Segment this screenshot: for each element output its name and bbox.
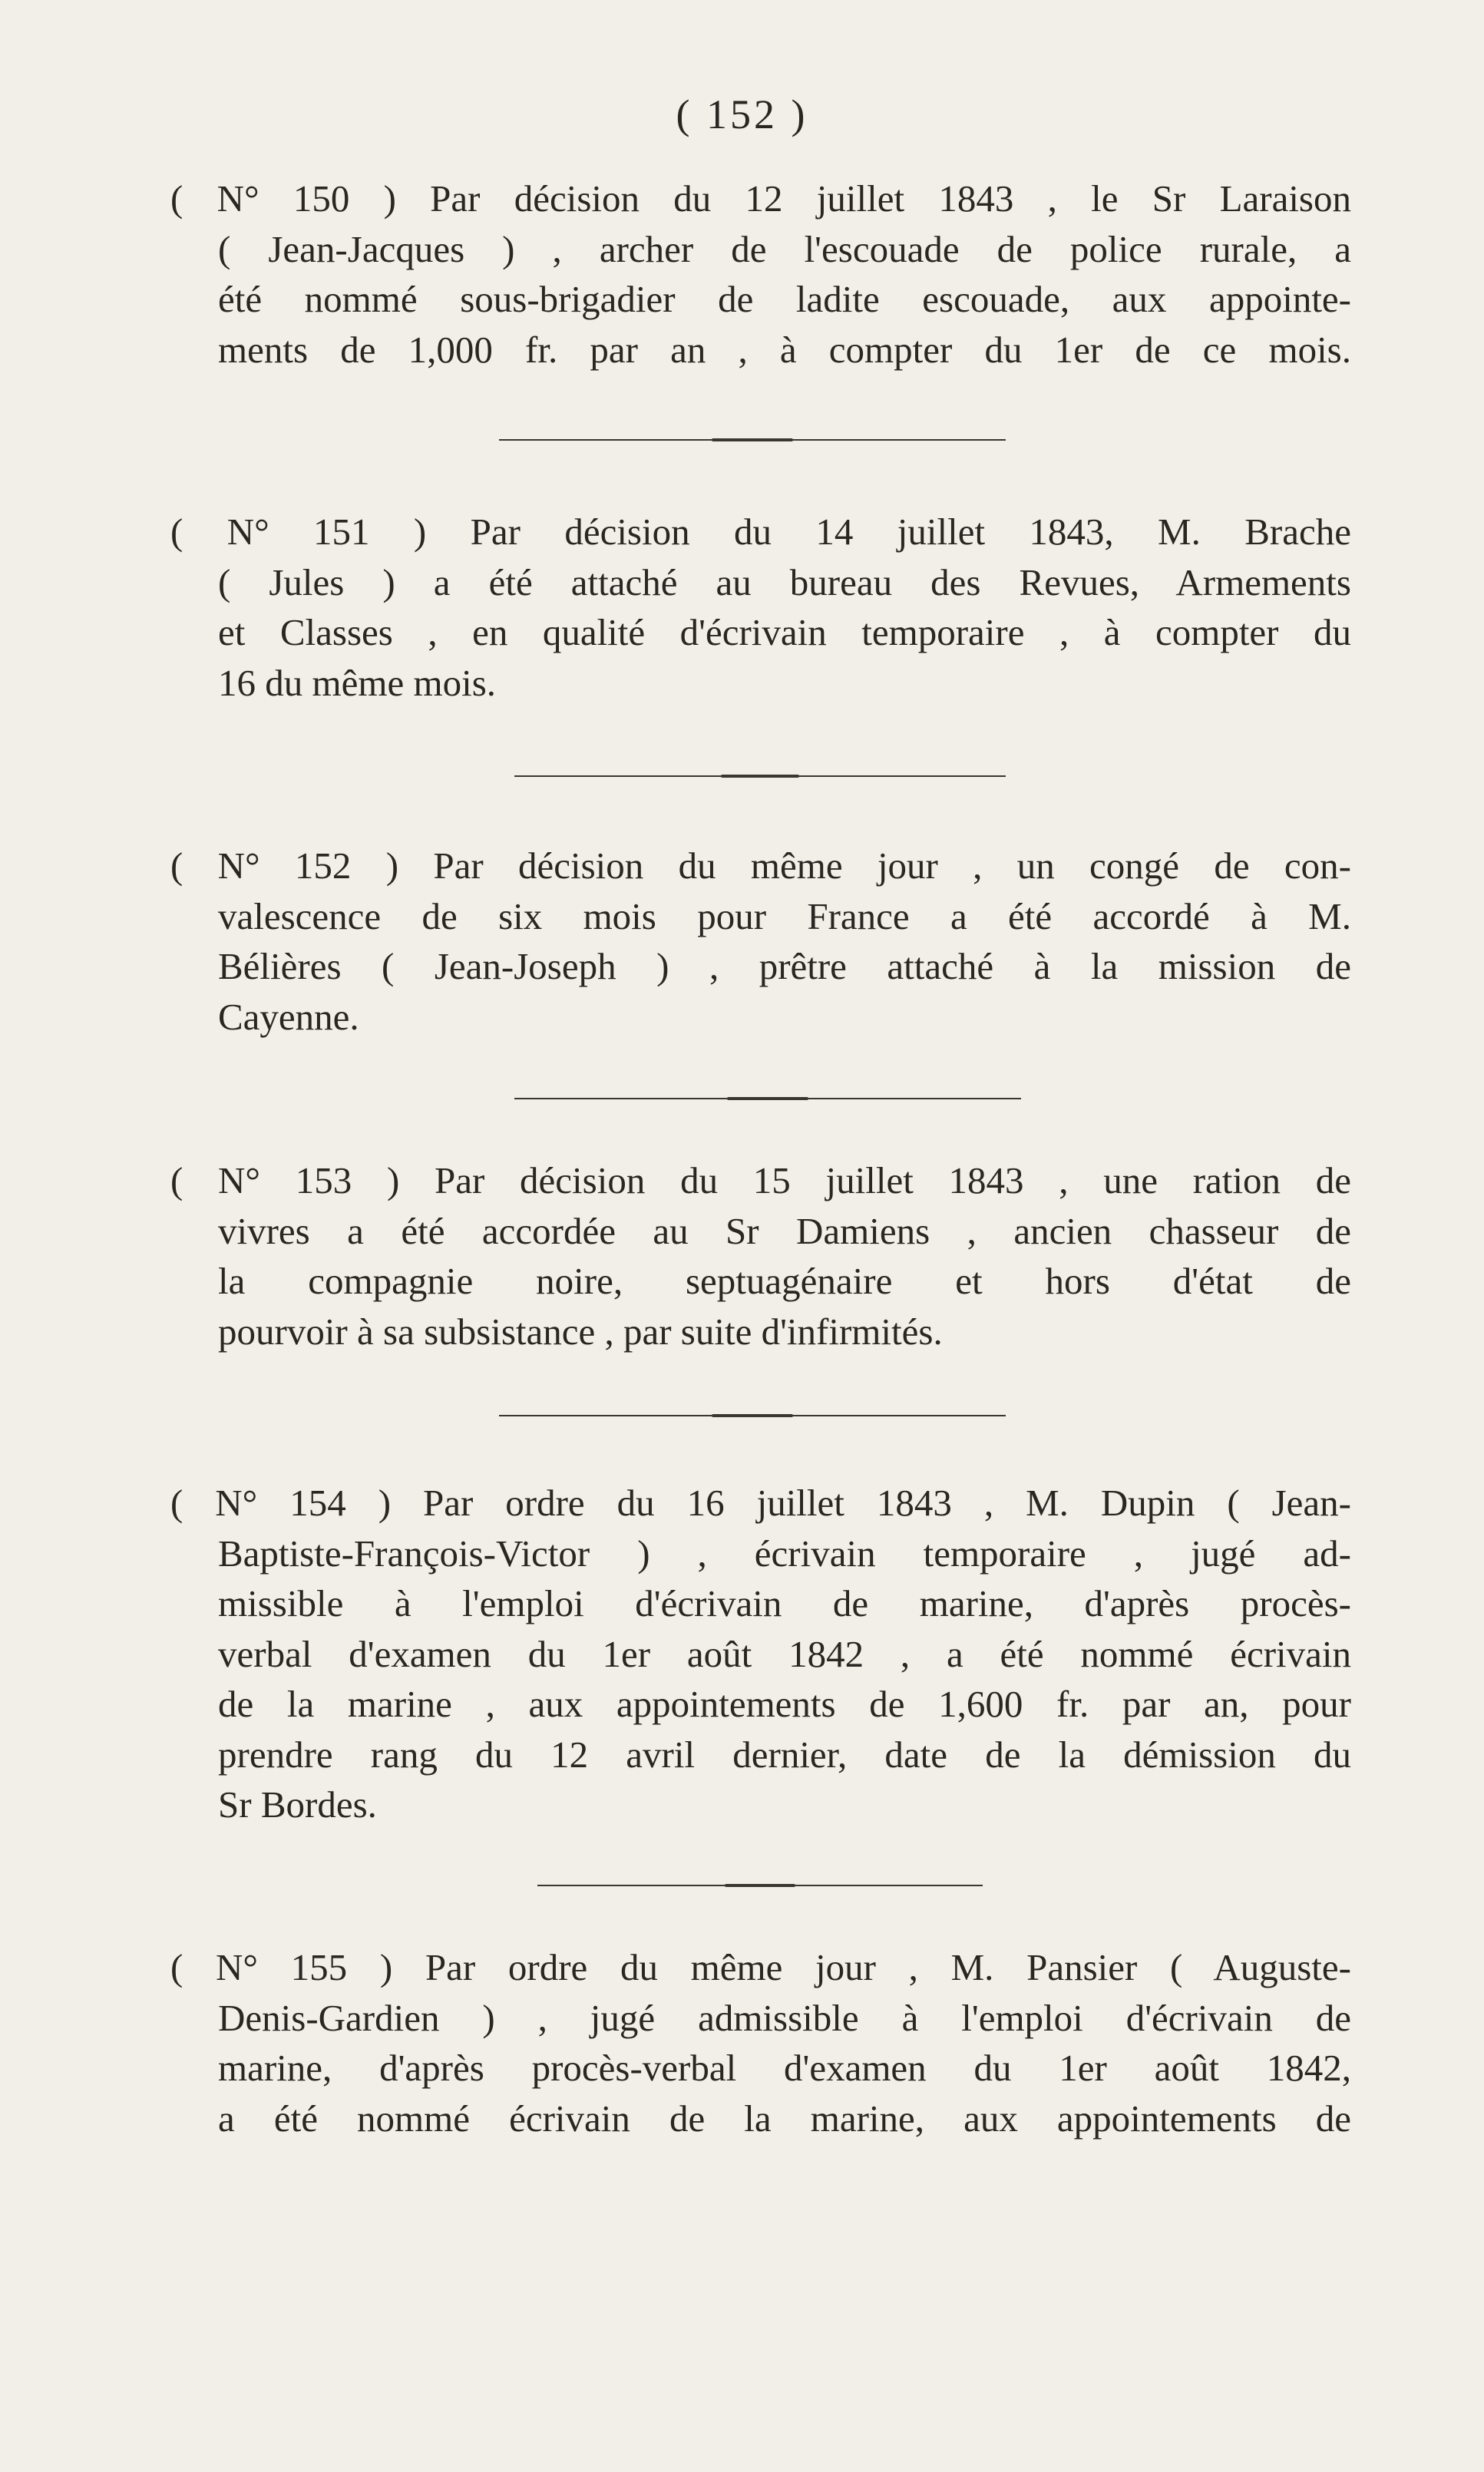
entry-155-line-4: a été nommé écrivain de la marine, aux appointements de bbox=[218, 2097, 1351, 2140]
entry-154-line-6: prendre rang du 12 avril dernier, date de la démission du bbox=[218, 1733, 1351, 1776]
entry-155-line-3: marine, d'après procès-verbal d'examen du 1er août 1842, bbox=[218, 2047, 1351, 2089]
separator-rule bbox=[499, 439, 1006, 441]
entry-155-line-1: ( N° 155 ) Par ordre du même jour , M. Pansier ( Auguste- bbox=[170, 1946, 1351, 1988]
entry-154-line-2: Baptiste-François-Victor ) , écrivain temporaire , jugé ad- bbox=[218, 1532, 1351, 1575]
entry-150-line-3: été nommé sous-brigadier de ladite escouade, aux appointe- bbox=[218, 278, 1351, 320]
entry-152 bbox=[170, 841, 1351, 1042]
entry-154-line-3: missible à l'emploi d'écrivain de marine, d'après procès- bbox=[218, 1582, 1351, 1624]
entry-150 bbox=[170, 174, 1351, 375]
entry-152-line-3: Bélières ( Jean-Joseph ) , prêtre attaché à la mission de bbox=[218, 945, 1351, 987]
separator-rule bbox=[514, 1098, 1021, 1099]
entry-154-line-4: verbal d'examen du 1er août 1842 , a été nommé écrivain bbox=[218, 1632, 1351, 1675]
entry-154-line-1: ( N° 154 ) Par ordre du 16 juillet 1843 , M. Dupin ( Jean- bbox=[170, 1482, 1351, 1524]
entry-151-line-1: ( N° 151 ) Par décision du 14 juillet 1843, M. Brache bbox=[170, 511, 1351, 553]
entry-155 bbox=[170, 1942, 1351, 2143]
entry-150-line-4: ments de 1,000 fr. par an , à compter du 1er de ce mois. bbox=[218, 328, 1351, 371]
entry-150-line-1: ( N° 150 ) Par décision du 12 juillet 1843 , le Sr Laraison bbox=[170, 177, 1351, 220]
entry-154 bbox=[170, 1478, 1351, 1830]
separator-rule bbox=[514, 775, 1006, 777]
entry-151-line-4: 16 du même mois. bbox=[218, 661, 497, 704]
entry-153 bbox=[170, 1155, 1351, 1357]
entry-154-line-5: de la marine , aux appointements de 1,600 fr. par an, pour bbox=[218, 1683, 1351, 1725]
entry-151-line-3: et Classes , en qualité d'écrivain temporaire , à compter du bbox=[218, 611, 1351, 653]
entry-151 bbox=[170, 507, 1351, 708]
entry-155-line-2: Denis-Gardien ) , jugé admissible à l'emploi d'écrivain de bbox=[218, 1996, 1351, 2039]
entry-154-line-7: Sr Bordes. bbox=[218, 1783, 377, 1826]
separator-rule bbox=[537, 1885, 983, 1886]
separator-rule bbox=[499, 1415, 1006, 1416]
entry-150-line-2: ( Jean-Jacques ) , archer de l'escouade de police rurale, a bbox=[218, 227, 1351, 270]
entry-151-line-2: ( Jules ) a été attaché au bureau des Revues, Armements bbox=[218, 560, 1351, 603]
entry-153-line-2: vivres a été accordée au Sr Damiens , ancien chasseur de bbox=[218, 1209, 1351, 1252]
entry-153-line-3: la compagnie noire, septuagénaire et hors d'état de bbox=[218, 1260, 1351, 1302]
entry-152-line-2: valescence de six mois pour France a été accordé à M. bbox=[218, 894, 1351, 937]
entry-153-line-4: pourvoir à sa subsistance , par suite d'infirmités. bbox=[218, 1310, 943, 1353]
page-number: ( 152 ) bbox=[676, 91, 808, 137]
entry-153-line-1: ( N° 153 ) Par décision du 15 juillet 1843 , une ration de bbox=[170, 1159, 1351, 1201]
entry-152-line-4: Cayenne. bbox=[218, 995, 359, 1038]
entry-152-line-1: ( N° 152 ) Par décision du même jour , un congé de con- bbox=[170, 844, 1351, 887]
